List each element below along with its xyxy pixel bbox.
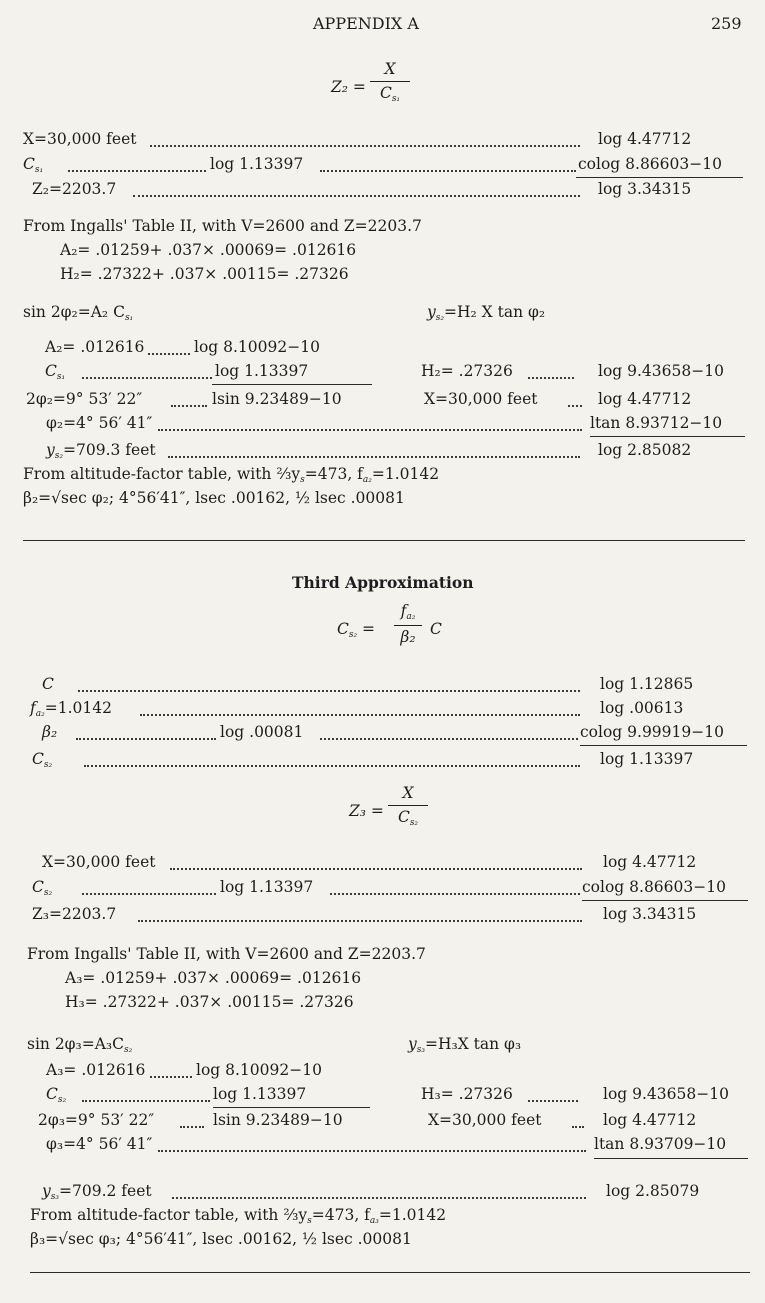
calc-cs2-log: log 1.13397 (213, 1085, 307, 1103)
ys-equation: $y_{s_2}=H_2$ X tan φ₂ (427, 303, 546, 323)
leader-dots (158, 428, 582, 431)
calc-a3-label: A₃= .012616 (46, 1061, 146, 1079)
section-divider (23, 540, 745, 541)
sum-rule (594, 1158, 748, 1159)
calc-h2-log: log 9.43658−10 (598, 362, 724, 380)
row-cs2b-label: $C_{s_2}$ (32, 878, 53, 898)
row-cs1-log: colog 8.86603−10 (578, 155, 722, 173)
sin-equation: sin 2φ₂=A₂ $C_{s_1}$ (23, 303, 134, 323)
leader-dots (133, 194, 580, 197)
calc-x-label: X=30,000 feet (424, 390, 538, 408)
leader-dots (82, 892, 216, 895)
equation-z2-lhs: Z₂ = (331, 78, 366, 96)
calc-phi-log: ltan 8.93712−10 (590, 414, 723, 432)
leader-dots (78, 689, 580, 692)
leader-dots (158, 1149, 586, 1152)
leader-dots (150, 144, 580, 147)
sin-equation-2: $\sin 2\varphi_3=A_3C_{s_2}$ (27, 1035, 133, 1055)
leader-dots (76, 737, 216, 740)
calc-twophi3-log: lsin 9.23489−10 (213, 1111, 343, 1129)
leader-dots (84, 764, 580, 767)
row-z3-log: log 3.34315 (603, 905, 697, 923)
calc-ys-log: log 2.85082 (598, 441, 692, 459)
leader-dots (568, 404, 582, 407)
altitude-factor-line: From altitude-factor table, with $\frac{2}{3}y_s=473$, $f_{a_2}=1.0142$ (23, 465, 440, 485)
calc-ys-label: $y_{s_2}=709.3$ feet (46, 441, 156, 461)
row-cs2b-log: colog 8.86603−10 (582, 878, 726, 896)
calc-phi3-log: ltan 8.93709−10 (594, 1135, 727, 1153)
leader-dots (572, 1125, 584, 1128)
altitude-factor-line-2: From altitude-factor table, with $\frac{2}{3}y_s=473$, $f_{a_3}=1.0142$ (30, 1206, 447, 1226)
leader-dots (140, 713, 580, 716)
leader-dots (168, 455, 580, 458)
row-c-log: log 1.12865 (600, 675, 694, 693)
ys-equation-2: $y_{s_3}=H_3X$ tan φ₃ (408, 1035, 522, 1055)
calc-a2-label: A₂= .012616 (45, 338, 145, 356)
calc-cs2-label: $C_{s_2}$ (46, 1085, 67, 1105)
leader-dots (330, 892, 580, 895)
calc-twophi3-label: 2φ₃=9° 53′ 22″ (38, 1111, 155, 1129)
equation-z3-lhs: Z₃ = (349, 802, 384, 820)
equation-z2-fraction: X $C_{s_1}$ (370, 60, 410, 104)
leader-dots (68, 169, 206, 172)
calc-phi3-label: φ₃=4° 56′ 41″ (46, 1135, 153, 1153)
leader-dots (82, 1099, 210, 1102)
row-beta-mid: log .00081 (220, 723, 304, 741)
row-z2-log: log 3.34315 (598, 180, 692, 198)
page-number: 259 (711, 14, 742, 33)
row-x-label: X=30,000 feet (23, 130, 137, 148)
leader-dots (150, 1075, 192, 1078)
row-cs2-log: log 1.13397 (600, 750, 694, 768)
calc-x3-label: X=30,000 feet (428, 1111, 542, 1129)
ingalls-line-2: From Ingalls' Table II, with V=2600 and Z=2203.7 (27, 945, 426, 963)
h2-line: H₂= .27322+ .037× .00115= .27326 (60, 265, 349, 283)
equation-cs2-rhs: C (430, 620, 442, 638)
row-cs2-label: $C_{s_2}$ (32, 750, 53, 770)
equation-z3-fraction: X $C_{s_2}$ (388, 784, 428, 828)
running-head: APPENDIX A (313, 14, 419, 33)
equation-cs2-lhs: $C_{s_2}$ = (337, 620, 376, 640)
row-x-log: log 4.47712 (598, 130, 692, 148)
sum-rule (576, 177, 743, 178)
calc-a3-log: log 8.10092−10 (196, 1061, 322, 1079)
leader-dots (171, 404, 207, 407)
sum-rule (213, 1107, 370, 1108)
calc-phi-label: φ₂=4° 56′ 41″ (46, 414, 153, 432)
a3-line: A₃= .01259+ .037× .00069= .012616 (65, 969, 362, 987)
calc-ys3-label: $y_{s_3}=709.2$ feet (42, 1182, 152, 1202)
h3-line: H₃= .27322+ .037× .00115= .27326 (65, 993, 354, 1011)
sum-rule (212, 384, 372, 385)
row-x3-label: X=30,000 feet (42, 853, 156, 871)
calc-x3-log: log 4.47712 (603, 1111, 697, 1129)
calc-h2-label: H₂= .27326 (421, 362, 513, 380)
leader-dots (170, 867, 582, 870)
leader-dots (320, 737, 578, 740)
row-c-label: C (42, 675, 54, 693)
row-z2-label: Z₂=2203.7 (32, 180, 117, 198)
sum-rule (580, 745, 747, 746)
calc-twophi-log: lsin 9.23489−10 (212, 390, 342, 408)
row-beta-label: β₂ (42, 723, 58, 741)
row-cs1-mid: log 1.13397 (210, 155, 304, 173)
beta-line: β₂=√sec φ₂; 4°56′41″, lsec .00162, ½ lsec .00081 (23, 489, 405, 507)
ingalls-line: From Ingalls' Table II, with V=2600 and Z=2203.7 (23, 217, 422, 235)
row-cs2b-mid: log 1.13397 (220, 878, 314, 896)
leader-dots (138, 919, 582, 922)
a2-line: A₂= .01259+ .037× .00069= .012616 (60, 241, 357, 259)
row-x3-log: log 4.47712 (603, 853, 697, 871)
calc-a2-log: log 8.10092−10 (194, 338, 320, 356)
equation-cs2-fraction: $f_{a_2}$ β₂ (394, 602, 422, 646)
section-heading: Third Approximation (292, 573, 474, 592)
row-beta-log: colog 9.99919−10 (580, 723, 724, 741)
sum-rule (582, 900, 748, 901)
leader-dots (82, 376, 212, 379)
section-divider (30, 1272, 750, 1273)
row-fa-label: $f_{a_2}=1.0142$ (30, 699, 112, 719)
calc-h3-log: log 9.43658−10 (603, 1085, 729, 1103)
leader-dots (528, 376, 574, 379)
calc-cs1-log: log 1.13397 (215, 362, 309, 380)
beta-line-2: β₃=√sec φ₃; 4°56′41″, lsec .00162, ½ lsec .00081 (30, 1230, 412, 1248)
leader-dots (320, 169, 576, 172)
calc-ys3-log: log 2.85079 (606, 1182, 700, 1200)
sum-rule (590, 436, 745, 437)
calc-h3-label: H₃= .27326 (421, 1085, 513, 1103)
leader-dots (180, 1125, 204, 1128)
leader-dots (172, 1196, 586, 1199)
row-z3-label: Z₃=2203.7 (32, 905, 117, 923)
row-fa-log: log .00613 (600, 699, 684, 717)
leader-dots (148, 352, 190, 355)
calc-cs1-label: $C_{s_1}$ (45, 362, 66, 382)
calc-x-log: log 4.47712 (598, 390, 692, 408)
calc-twophi-label: 2φ₂=9° 53′ 22″ (26, 390, 143, 408)
row-cs1-label: $C_{s_1}$ (23, 155, 44, 175)
leader-dots (528, 1099, 578, 1102)
